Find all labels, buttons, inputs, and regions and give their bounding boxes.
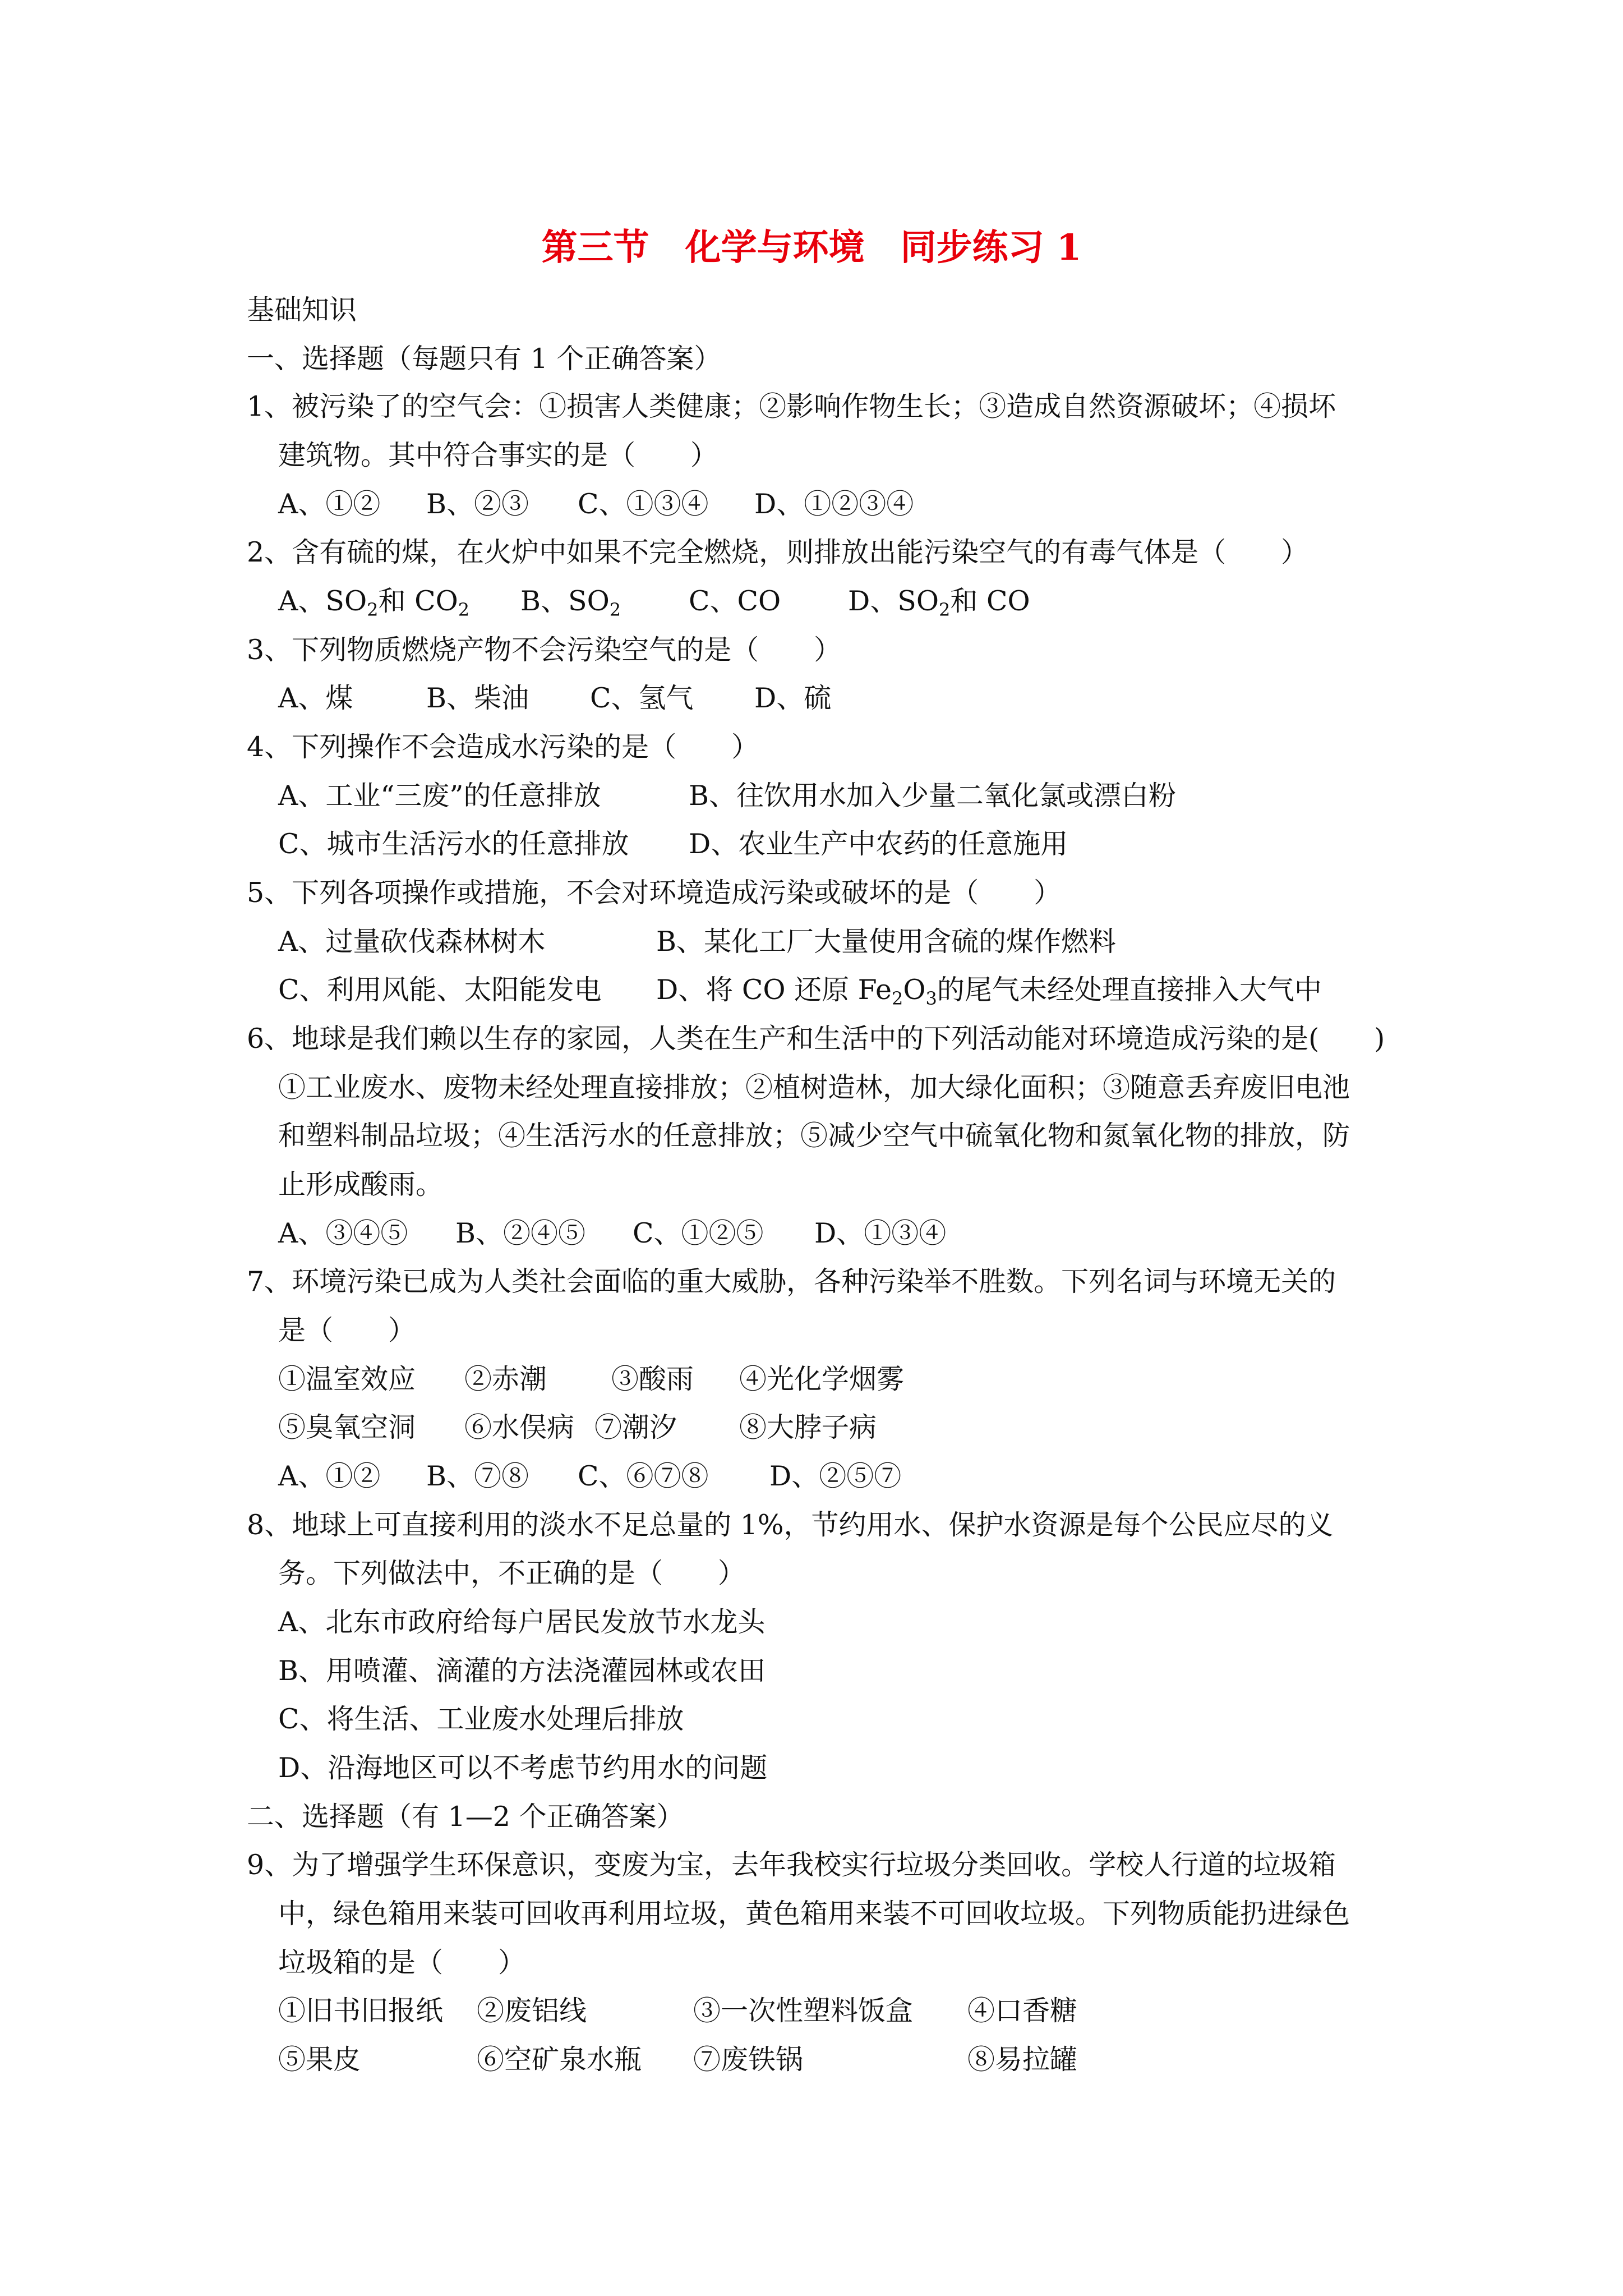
- q6-stem-line2: ①工业废水、废物未经处理直接排放；②植树造林，加大绿化面积；③随意丢弃废旧电池: [278, 1071, 1350, 1103]
- q8-stem-line1: 8、地球上可直接利用的淡水不足总量的 1%，节约用水、保护水资源是每个公民应尽的义: [247, 1509, 1334, 1541]
- q1-stem-line1: 1、被污染了的空气会：①损害人类健康；②影响作物生长；③造成自然资源破坏；④损坏: [247, 390, 1336, 422]
- q5-option-c: C、利用风能、太阳能发电: [278, 974, 602, 1006]
- q6-option-b: B、②④⑤: [455, 1217, 586, 1249]
- q7-option-b: B、⑦⑧: [426, 1460, 529, 1492]
- q5-option-b: B、某化工厂大量使用含硫的煤作燃料: [656, 926, 1117, 958]
- q4-option-d: D、农业生产中农药的任意施用: [689, 828, 1068, 860]
- q3-stem: 3、下列物质燃烧产物不会污染空气的是（ ）: [247, 634, 842, 666]
- q6-stem-line3: 和塑料制品垃圾；④生活污水的任意排放；⑤减少空气中硫氧化物和氮氧化物的排放，防: [278, 1120, 1350, 1152]
- q7-item-6: ⑥水俣病: [464, 1411, 575, 1443]
- q1-stem-line2: 建筑物。其中符合事实的是（ ）: [278, 439, 718, 471]
- q8-stem-line2: 务。下列做法中，不正确的是（ ）: [278, 1557, 746, 1589]
- q9-stem-line3: 垃圾箱的是（ ）: [278, 1947, 526, 1978]
- q9-item-6: ⑥空矿泉水瓶: [477, 2044, 642, 2076]
- q1-option-a: A、①②: [278, 488, 381, 520]
- q8-option-d: D、沿海地区可以不考虑节约用水的问题: [278, 1752, 768, 1784]
- q2-option-c: C、CO: [689, 585, 781, 617]
- q1-option-d: D、①②③④: [754, 488, 914, 520]
- q2-option-a: A、$SO_2$和 $CO_2$: [278, 585, 470, 620]
- q8-option-a: A、北东市政府给每户居民发放节水龙头: [278, 1606, 766, 1638]
- q7-item-4: ④光化学烟雾: [739, 1363, 905, 1395]
- q8-option-c: C、将生活、工业废水处理后排放: [278, 1703, 684, 1735]
- q9-item-2: ②废铝线: [477, 1995, 587, 2027]
- q5-option-a: A、过量砍伐森林树木: [278, 926, 546, 958]
- q3-option-d: D、硫: [754, 682, 832, 714]
- q9-stem-line2: 中，绿色箱用来装可回收再利用垃圾，黄色箱用来装不可回收垃圾。下列物质能扔进绿色: [278, 1898, 1350, 1930]
- q7-item-1: ①温室效应: [278, 1363, 416, 1395]
- part2-heading: 二、选择题（有 1—2 个正确答案）: [247, 1801, 684, 1833]
- q9-item-3: ③一次性塑料饭盒: [693, 1995, 914, 2027]
- q4-stem: 4、下列操作不会造成水污染的是（ ）: [247, 731, 759, 763]
- q6-option-c: C、①②⑤: [633, 1217, 764, 1249]
- section-basic: 基础知识: [247, 294, 357, 326]
- q6-option-a: A、③④⑤: [278, 1217, 408, 1249]
- q4-option-c: C、城市生活污水的任意排放: [278, 828, 629, 860]
- q7-item-8: ⑧大脖子病: [739, 1411, 877, 1443]
- q3-option-c: C、氢气: [590, 682, 694, 714]
- q7-option-c: C、⑥⑦⑧: [578, 1460, 709, 1492]
- q6-option-d: D、①③④: [814, 1217, 947, 1249]
- q2-option-b: B、$SO_2$: [520, 585, 621, 620]
- page-title: 第三节 化学与环境 同步练习 1: [541, 227, 1082, 269]
- q4-option-a: A、工业“三废”的任意排放: [278, 780, 601, 812]
- q7-option-d: D、②⑤⑦: [769, 1460, 902, 1492]
- q7-item-2: ②赤潮: [464, 1363, 547, 1395]
- q2-stem: 2、含有硫的煤，在火炉中如果不完全燃烧，则排放出能污染空气的有毒气体是（ ）: [247, 536, 1309, 568]
- q4-option-b: B、往饮用水加入少量二氧化氯或漂白粉: [689, 780, 1177, 812]
- q7-option-a: A、①②: [278, 1460, 381, 1492]
- q6-stem-line4: 止形成酸雨。: [278, 1168, 444, 1200]
- q9-item-4: ④口香糖: [967, 1995, 1078, 2027]
- q9-stem-line1: 9、为了增强学生环保意识，变废为宝，去年我校实行垃圾分类回收。学校人行道的垃圾箱: [247, 1849, 1336, 1881]
- part1-heading: 一、选择题（每题只有 1 个正确答案）: [247, 343, 722, 375]
- q9-item-7: ⑦废铁锅: [693, 2044, 804, 2076]
- q7-stem-line1: 7、环境污染已成为人类社会面临的重大威胁，各种污染举不胜数。下列名词与环境无关的: [247, 1266, 1336, 1297]
- q7-stem-line2: 是（ ）: [278, 1314, 416, 1346]
- q3-option-b: B、柴油: [426, 682, 529, 714]
- q9-item-1: ①旧书旧报纸: [278, 1995, 444, 2027]
- q5-stem: 5、下列各项操作或措施，不会对环境造成污染或破坏的是（ ）: [247, 877, 1062, 909]
- q1-option-c: C、①③④: [578, 488, 709, 520]
- q9-item-8: ⑧易拉罐: [967, 2044, 1078, 2076]
- q8-option-b: B、用喷灌、滴灌的方法浇灌园林或农田: [278, 1655, 766, 1687]
- q7-item-5: ⑤臭氧空洞: [278, 1411, 416, 1443]
- q9-item-5: ⑤果皮: [278, 2044, 361, 2076]
- q5-option-d: D、将 CO 还原 $Fe_2O_3$的尾气未经处理直接排入大气中: [656, 974, 1322, 1009]
- q6-stem-line1: 6、地球是我们赖以生存的家园，人类在生产和生活中的下列活动能对环境造成污染的是( ): [247, 1023, 1385, 1055]
- q7-item-3: ③酸雨: [611, 1363, 694, 1395]
- q1-option-b: B、②③: [426, 488, 529, 520]
- q7-item-7: ⑦潮汐: [594, 1411, 677, 1443]
- q2-option-d: D、$SO_2$和 CO: [848, 585, 1030, 620]
- q3-option-a: A、煤: [278, 682, 353, 714]
